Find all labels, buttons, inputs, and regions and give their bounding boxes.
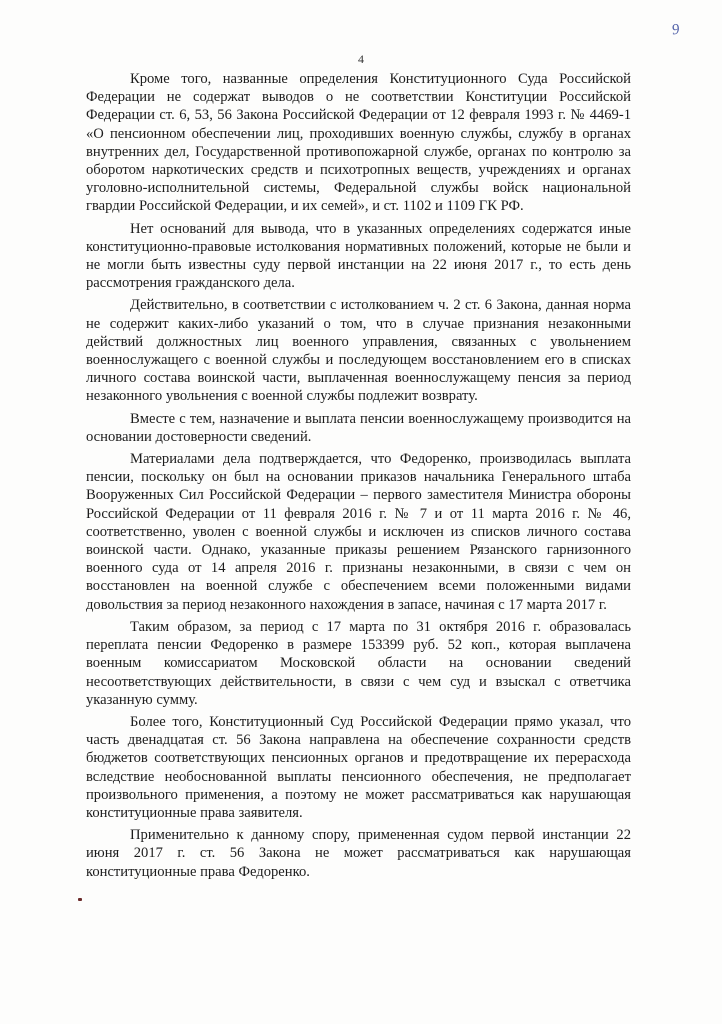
paragraph: Более того, Конституционный Суд Российской Федерации прямо указал, что часть двенадцатая ст. 56 Закона направлена на обеспечение сохранности средств бюджетов соответствующих пенсионных органов и предотвращение их перерасхода вследствие необоснованной выплаты пенсионного обеспечения, не предполагает произвольного применения, а поэтому не может рассматриваться как нарушающая конституционные права заявителя.	[86, 713, 631, 821]
paragraph: Действительно, в соответствии с истолкованием ч. 2 ст. 6 Закона, данная норма не содержит каких-либо указаний о том, что в случае признания незаконными действий должностных лиц военного управления, связанных с увольнением военнослужащего с военной службы и последующем восстановлением его в списках личного состава воинской части, выплаченная военнослужащему пенсия за период незаконного увольнения с военной службы подлежит возврату.	[86, 297, 631, 405]
paragraph: Кроме того, названные определения Конституционного Суда Российской Федерации не содержат выводов о не соответствии Конституции Российской Федерации ст. 6, 53, 56 Закона Российской Федерации от 12 февраля 1993 г. № 4469-1 «О пенсионном обеспечении лиц, проходивших военную службы, службу в органах внутренних дел, Государственной противопожарной службе, органах по контролю за оборотом наркотических средств и психотропных веществ, учреждениях и органах уголовно-исполнительной системы, Федеральной службы войск национальной гвардии Российской Федерации, и их семей», и ст. 1102 и 1109 ГК РФ.	[86, 71, 631, 215]
scan-speck	[78, 898, 82, 901]
paragraph: Материалами дела подтверждается, что Федоренко, производилась выплата пенсии, поскольку он был на основании приказов начальника Генерального штаба Вооруженных Сил Российской Федерации – первого заместителя Министра обороны Российской Федерации от 11 февраля 2016 г. № 7 и от 11 марта 2016 г. № 46, соответственно, уволен с военной службы и исключен из списков личного состава воинской части. Однако, указанные приказы решением Рязанского гарнизонного военного суда от 14 апреля 2016 г. признаны незаконными, в связи с чем он восстановлен на военной службе с обеспечением всеми положенными видами довольствия за период незаконного нахождения в запасе, начиная с 17 марта 2017 г.	[86, 451, 631, 613]
paragraph: Вместе с тем, назначение и выплата пенсии военнослужащему производится на основании достоверности сведений.	[86, 410, 631, 445]
handwritten-page-mark: 9	[670, 21, 681, 39]
paragraph: Применительно к данному спору, примененная судом первой инстанции 22 июня 2017 г. ст. 56 Закона не может рассматриваться как нарушающая конституционные права Федоренко.	[86, 827, 631, 880]
paragraph: Нет оснований для вывода, что в указанных определениях содержатся иные конституционно-правовые истолкования нормативных положений, которые не были и не могли быть известны суду первой инстанции на 22 июня 2017 г., то есть день рассмотрения гражданского дела.	[86, 220, 631, 292]
document-body	[86, 70, 631, 885]
page-number: 4	[358, 52, 364, 66]
paragraph: Таким образом, за период с 17 марта по 31 октября 2016 г. образовалась переплата пенсии Федоренко в размере 153399 руб. 52 коп., которая выплачена военным комиссариатом Московской области на основании сведений несоответствующих действительности, в связи с чем суд и взыскал с ответчика указанную сумму.	[86, 618, 631, 708]
